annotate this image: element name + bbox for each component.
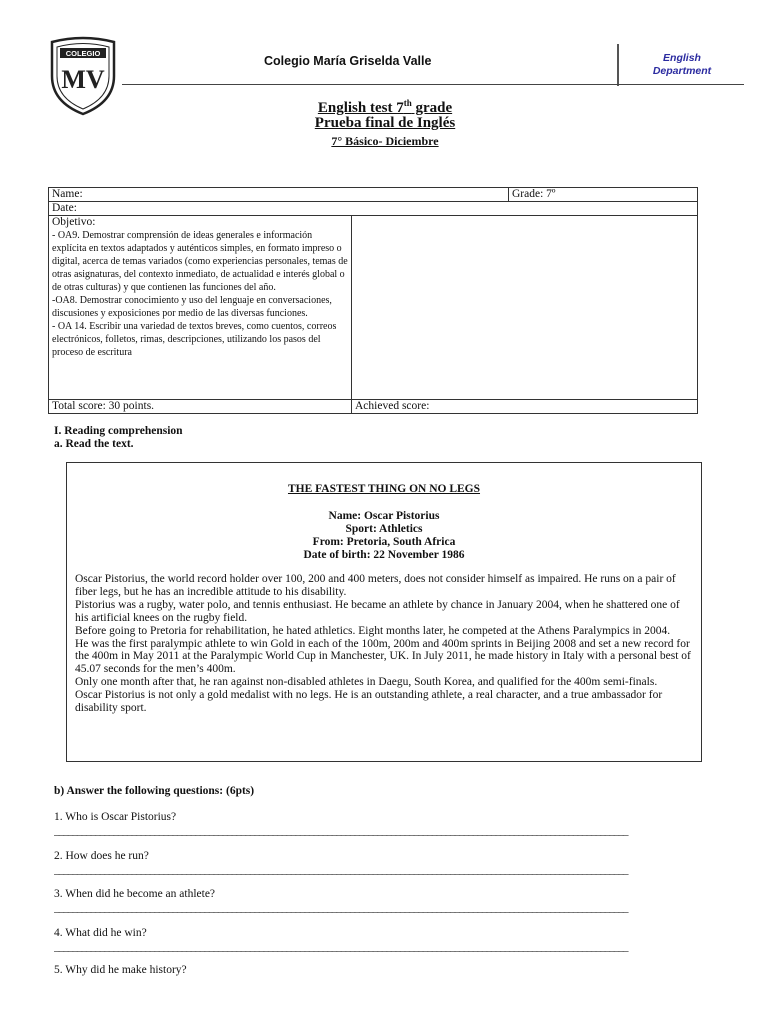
student-info-table [48,187,698,414]
achieved-score-field[interactable]: Achieved score: [352,400,698,414]
reading-paragraph: Oscar Pistorius, the world record holder over 100, 200 and 400 meters, does not consider himself as impaired. He runs on a pair of fiber legs, but he has an incredible attitude to his disability. [75,573,676,598]
question-5: 5. Why did he make history? [54,964,187,976]
answer-line-1[interactable]: ______________________________________________________________________________________________________________________________ [54,825,628,837]
question-3: 3. When did he become an athlete? [54,888,216,900]
answer-line-4[interactable]: ______________________________________________________________________________________________________________________________ [54,941,628,953]
questions-heading: b) Answer the following questions: (6pts) [54,785,255,797]
question-1: 1. Who is Oscar Pistorius? [54,811,177,823]
reading-paragraph: He was the first paralympic athlete to win Gold in each of the 100m, 200m and 400m sprints in Beijing 2008 and set a new record for the 400m in May 2011 at the Paralympic World Cup in Manchester, UK. In July 2011, he made history in Italy with a personal best of 45.07 seconds for the men’s 400m. [75,637,691,676]
answer-line-2[interactable]: ______________________________________________________________________________________________________________________________ [54,864,628,876]
grade-field: Grade: 7º [509,188,698,202]
svg-text:COLEGIO: COLEGIO [65,49,101,58]
section-instruction: a. Read the text. [54,438,134,450]
name-field[interactable]: Name: [49,188,509,202]
reading-body [75,573,695,715]
fact-sport: Sport: Athletics [345,523,423,535]
date-field[interactable]: Date: [49,202,698,216]
objectives-cell [49,216,352,400]
total-score: Total score: 30 points. [49,400,352,414]
school-name: Colegio María Griselda Valle [264,54,432,68]
header-rule [122,84,744,85]
fact-from: From: Pretoria, South Africa [312,536,456,548]
objectives-blank-cell [352,216,698,400]
test-subtitle: Prueba final de Inglés [314,115,456,131]
svg-text:MV: MV [61,65,105,94]
department-label [632,52,732,78]
answer-line-3[interactable]: ______________________________________________________________________________________________________________________________ [54,902,628,914]
section-heading-reading: I. Reading comprehension [54,425,183,437]
objectives-label: Objetivo: [52,216,96,228]
test-title: English test 7th grade [317,98,453,116]
objective-oa8: -OA8. Demostrar conocimiento y uso del lenguaje en conversaciones, discusiones y exposiciones por medio de las diversas funciones. [52,295,332,319]
department-line-2: Department [652,65,712,77]
test-level: 7° Básico- Diciembre [331,134,439,148]
question-2: 2. How does he run? [54,850,149,862]
reading-paragraph: Only one month after that, he ran against non-disabled athletes in Daegu, South Korea, and qualified for the 400m semi-finals. [75,676,658,689]
reading-paragraph: Pistorius was a rugby, water polo, and tennis enthusiast. He became an athlete by chance in January 2004, when he shattered one of his artificial knees on the rugby field. [75,598,680,624]
question-4: 4. What did he win? [54,927,147,939]
fact-dob: Date of birth: 22 November 1986 [303,549,465,561]
reading-text-box [66,462,702,762]
reading-paragraph: Oscar Pistorius is not only a gold medalist with no legs. He is an outstanding athlete, a real character, and a true ambassador for disability sport. [75,689,663,715]
objective-oa9: - OA9. Demostrar comprensión de ideas generales e información explícita en textos adaptados y auténticos simples, en formato impreso o digital, acerca de temas variados (como experiencias personales, temas de otras asignaturas, del contexto inmediato, de actualidad e interés global o de otras culturas) y que contienen las funciones del año. [52,230,348,293]
reading-title: THE FASTEST THING ON NO LEGS [287,483,481,495]
header-divider [617,44,619,86]
department-line-1: English [663,52,701,64]
fact-name: Name: Oscar Pistorius [328,510,440,522]
reading-paragraph: Before going to Pretoria for rehabilitation, he hated athletics. Eight months later, he competed at the Athens Paralympics in 2004. [75,624,671,637]
objective-oa14: - OA 14. Escribir una variedad de textos breves, como cuentos, correos electrónicos, folletos, rimas, descripciones, utilizando los pasos del proceso de escritura [52,321,337,358]
